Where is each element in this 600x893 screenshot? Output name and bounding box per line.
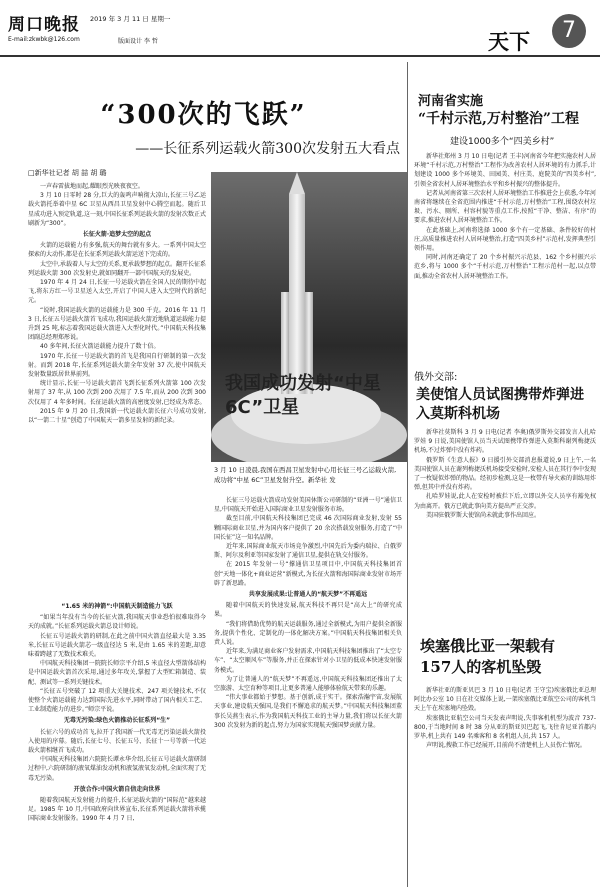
paragraph: 长征六号的成功首飞,拉开了我国新一代无毒无污染运载火箭投入使用的序幕。随后,长征七号、长征五号、长征十一号等新一代运载火箭相继首飞成功。 (28, 728, 206, 755)
paragraph: 近年来,国际商业航天市场竞争激烈,中国先后为委内瑞拉、白俄罗斯、阿尔及利亚等国家发射了通信卫星,提供在轨交付服务。 (214, 543, 402, 560)
paragraph: 一声春雷拔地而起,耀眼烈光映夜夜空。 (40, 183, 144, 190)
main-article-column-3 (214, 496, 402, 886)
page-number-badge: 7 (552, 14, 586, 48)
editor-credit: 版面设计 李 哲 (118, 38, 158, 45)
russia-kicker: 俄外交部: (414, 372, 458, 383)
paragraph: 40 多年间,长征火箭运载能力提升了数十倍。 (40, 343, 160, 351)
paragraph: 在此基础上,河南将选择 1000 多个有一定基础、条件较好的村庄,高质量推进农村人居环境整治,打造“四美乡村”示范村,发挥典型引领作用。 (414, 226, 596, 253)
henan-kicker: 河南省实施 (418, 94, 484, 109)
section-heading: 共享发展成果:让普通人的“航天梦”不再遥远 (248, 591, 368, 599)
section-heading: “1.65 米的神箭”:中国航天制造能力飞跃 (61, 603, 173, 610)
main-byline: □新华社记者 胡 喆 胡 璐 (28, 169, 107, 177)
paragraph: 统计显示,长征一号运载火箭首飞到长征系列火箭第 100 次发射用了 37 年,从 100 次到 200 次用了 7.5 年,而从 200 次到 300 次仅用了 4 年多时间。长征运载火箭的高密度发射,已经成为常态。 (28, 380, 206, 406)
main-headline: “300次的飞跃” (100, 100, 307, 130)
header-rule (0, 55, 600, 57)
paragraph: “伟大事业都始于梦想。基于创新,成于实干。探索浩瀚宇宙,发展航天事业,建设航天强国,是我们不懈追求的航天梦。”中国航天科技集团董事长吴燕生表示,作为我国航天科技工业的主导力量,我们将以长征火箭 300 次发射为新的起点,努力为国家实现航天强国梦贡献力量。 (214, 694, 402, 729)
section-heading: 开放合作:中国火箭自信走向世界 (73, 785, 161, 793)
paragraph: 新华社莫斯科 3 月 9 日电(记者 李奥)俄罗斯外交部发言人扎哈罗娃 9 日说,美国使馆人员当天试图携带炸弹进入莫斯科谢列梅捷沃机场,不过炸弹中没有炸药。 (414, 429, 596, 455)
paragraph: 火箭的运载能力有多强,航天的舞台就有多大。一系列中国太空探索的大动作,都是在长征系列运载火箭运送下完成的。 (28, 242, 206, 259)
photo-headline: 我国成功发射“中星 6C”卫星 (225, 373, 381, 418)
paragraph: 2015 年 9 月 20 日,我国新一代运载火箭长征六号成功发射,以“一箭二十星”创造了中国航天一箭多星发射的新纪录。 (28, 407, 206, 425)
paragraph: 长征三号运载火箭成功发射美国休斯公司研制的“亚洲一号”通信卫星,中国航天开始进入国际商业卫星发射服务市场。 (214, 497, 402, 514)
paragraph: 在 2015 年发射一号“撑通信卫星项目中,中国航天科技集团首创“天地一体化+商业运营”新模式,为长征火箭和海国际商业发射市场开辟了新思路。 (214, 561, 402, 587)
paragraph: 随着中国航天的快速发展,航天科技不再只是“高大上”的研究成果。 (214, 602, 402, 619)
henan-article-body (414, 152, 596, 340)
newspaper-logo: 周口晚报 (8, 15, 80, 35)
paragraph: “说时,我国运载火箭的运载能力是 300 千克。2016 年 11 月 3 日,长征五号运载火箭首飞成功,我国运载火箭近地轨道运载能力提升到 25 吨,标志着我国运载火箭进入大型化时代。”中国航天科技集团副总经理郑彤说。 (28, 306, 206, 342)
section-heading: 长征火箭·追梦太空的起点 (82, 231, 152, 239)
column-divider (407, 62, 408, 887)
paragraph: 近年来,为满足商业客户发射需求,中国航天科技集团推出了“太空专车”、“太空顺风车”等服务,并正在探索针对小卫星的低成本快速发射服务模式。 (214, 648, 402, 674)
issue-date: 2019 年 3 月 11 日 星期一 (90, 15, 171, 23)
ethiopia-article-body (414, 686, 596, 884)
paragraph: 记者从河南省第三次农村人居环境整治工作推进会上获悉,今年河南省将继续在全省范围内推进“千村示范,万村整治”工程,围绕农村垃圾、污水、厕所、村容村貌等重点工作,按照“干净、整洁、有序”的要求,推进农村人居环境整治工作。 (414, 189, 596, 225)
paragraph: 中国航天科技集团六院院长谭永华介绍,长征五号运载火箭研制过程中,六院研制的液氧煤油发动机和液氢液氧发动机,全面实现了无毒无污染。 (28, 756, 206, 782)
section-name: 天下 (488, 29, 530, 54)
paragraph: 俄罗斯《生意人报》9 日援引外交部消息报道说,9 日上午,一名美国使馆人员在谢列梅捷沃机场接受安检时,安检人员在其行李中发现了一枚疑似炸弹的物品。经初步检测,这是一枚带有导火索的训练用炸弹,但其中并没有炸药。 (414, 456, 596, 492)
paragraph: 美国驻俄罗斯大使馆尚未就此事作出回应。 (426, 511, 541, 519)
paragraph: “如果当年没有当今的长征火箭,我国航天事业恐怕很难取得今天的成就。”长征系列运载火箭总设计师说。 (28, 614, 206, 631)
newspaper-header (0, 0, 600, 56)
paragraph: 随着我国航天发射能力的提升,长征运载火箭的“国际范”越来越足。1985 年 10 月,中国政府向世界宣布,长征系列运载火箭将承揽国际商业发射服务。1990 年 4 月 7 日, (28, 797, 206, 823)
russia-headline: 美使馆人员试图携带炸弹进入莫斯科机场 (416, 387, 584, 422)
paragraph: “长征五号突破了 12 项重大关键技术、247 项关键技术,不仅使整个火箭运载能力达到国际先进水平,同时带动了国内相关工艺、工业制造能力的进步。”师宗平说。 (28, 687, 206, 714)
paragraph: 声明说,搜救工作已经展开,目前尚不清楚机上人员伤亡情况。 (426, 742, 586, 750)
paragraph: 太空中,承载着人与太空的关系,更承载梦想的起点。翻开长征系列运载火箭 300 次发射史,就如同翻开一部中国航天的发展史。 (28, 260, 206, 277)
paragraph: 新华社郑州 3 月 10 日电(记者 王丰)河南省今年把实施农村人居环境“千村示范,万村整治”工程作为改善农村人居环境的有力抓手,计划建设 1000 多个环境美、田园美、村庄美、庭院美的“四美乡村”,引领全省农村人居环境整治水平和乡村振兴的整体提升。 (414, 153, 596, 188)
paragraph: 为了让普通人的“航天梦”不再遥远,中国航天科技集团还推出了太空旅游、太空育种等项目,让更多普通人能够体验航天带来的乐趣。 (214, 675, 402, 693)
henan-headline: “千村示范,万村整治”工程 (418, 111, 579, 127)
main-subheadline: ——长征系列运载火箭300次发射五大看点 (135, 141, 400, 157)
ethiopia-headline: 埃塞俄比亚一架载有157人的客机坠毁 (420, 637, 556, 676)
paragraph: 新华社亚的斯亚贝巴 3 月 10 日电(记者 王守宝)埃塞俄比亚总理阿比办公室 10 日在社交媒体上说,一架埃塞俄比亚航空公司的客机当天上午在埃塞境内坠毁。 (414, 687, 596, 713)
paragraph: 1970 年 4 月 24 日,长征一号运载火箭在全国人民的期待中起飞,将东方红一号卫星送入太空,开启了中国人进入太空时代的新纪元。 (28, 279, 206, 305)
paragraph: 长征五号运载火箭的研制,在此之前中国火箭直径最大是 3.35 米,长征五号运载火箭芯一级直径达 5 米,是由 1.65 米的差距,却意味着跨越了无数技术难关。 (28, 632, 206, 659)
henan-subheadline: 建设1000多个“四美乡村” (450, 137, 555, 147)
rocket-body (289, 194, 305, 394)
section-heading: 无毒无污染:绿色火箭推动长征系列“生” (63, 717, 171, 725)
photo-caption: 3 月 10 日凌晨,我国在西昌卫星发射中心用长征三号乙运载火箭,成功将“中星 6C”卫星发射升空。新华社 发 (214, 466, 397, 484)
paragraph: 埃塞俄比亚航空公司当天发表声明说,失事客机机型为波音 737-800,于当地时间 8 时 38 分从亚的斯亚贝巴起飞,飞往肯尼亚首都内罗毕,机上共有 149 名乘客和 8 名机组人员,共 157 人。 (414, 714, 596, 741)
paragraph: 中国航天科技集团一院院长师宗平介绍,5 米直径大型箭体结构是中国运载火箭首次采用,通过多年攻关,掌握了大型贮箱制造、装配、测试等一系列关键技术。 (28, 660, 206, 686)
paragraph: 同时,河南还确定了 20 个乡村振兴示范县、162 个乡村振兴示范乡,将与 1000 多个“千村示范,万村整治”工程示范村一起,以点带面,推动全省农村人居环境整治工作。 (414, 254, 596, 280)
russia-article-body (414, 428, 596, 603)
paragraph: 3 月 10 日零时 28 分,巨大的轰鸣声响彻大凉山,长征三号乙运载火箭托举着中星 6C 卫星从西昌卫星发射中心腾空而起。随后卫星成功进入预定轨道,这一刻,中国长征系列运载火箭的发射次数正式刷新为“300”。 (28, 192, 206, 227)
main-article-column-2 (28, 600, 206, 885)
paragraph: “我们将借助优势的航天运载服务,通过全新模式,为用户提供全新服务,提供个性化、定制化的一体化解决方案。”中国航天科技集团相关负责人说。 (214, 620, 402, 647)
paragraph: 扎哈罗娃说,此人在安检时被拦下后,立即以外交人员享有豁免权为由离开。俄方已就此事向美方提出严正交涉。 (414, 493, 596, 510)
paragraph: 1970 年,长征一号运载火箭的首飞是我国自行研制的第一次发射。而到 2018 年,长征系列运载火箭全年发射 37 次,使中国航天发射数量跃居世界前列。 (28, 352, 206, 379)
contact-email: E-mail:zkwbk@126.com (8, 36, 80, 43)
paragraph: 截至目前,中国航天科技集团已完成 46 次国际商业发射,发射 55 颗国际商业卫星,并为国内客户提供了 20 余次搭载发射服务,打造了“中国长征”这一知名品牌。 (214, 515, 402, 541)
